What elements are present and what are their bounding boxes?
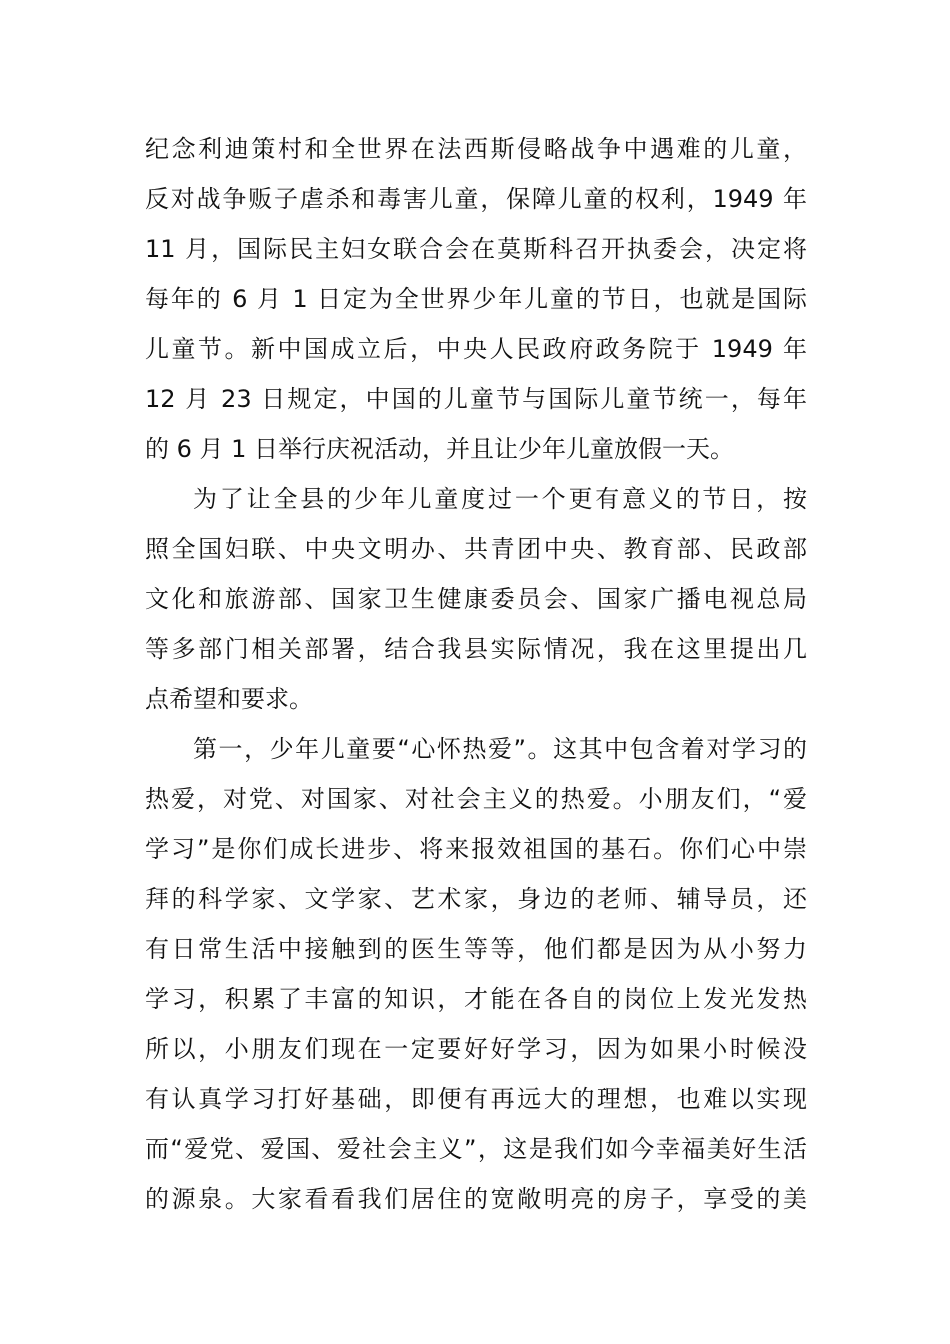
body-text — [145, 124, 807, 1224]
text-line: 学习，积累了丰富的知识，才能在各自的岗位上发光发热 — [145, 985, 807, 1013]
text-line: 11 月，国际民主妇女联合会在莫斯科召开执委会，决定将 — [145, 235, 807, 263]
text-line: 点希望和要求。 — [145, 685, 313, 713]
text-line: 等多部门相关部署，结合我县实际情况，我在这里提出几 — [145, 635, 807, 663]
text-line: 学习”是你们成长进步、将来报效祖国的基石。你们心中崇 — [145, 835, 807, 863]
text-line: 有日常生活中接触到的医生等等，他们都是因为从小努力 — [145, 935, 807, 963]
text-line: 为了让全县的少年儿童度过一个更有意义的节日，按 — [193, 485, 807, 513]
paragraph-3 — [145, 724, 807, 1224]
paragraph-1 — [145, 124, 807, 474]
text-line: 照全国妇联、中央文明办、共青团中央、教育部、民政部 — [145, 535, 807, 563]
text-line: 的源泉。大家看看我们居住的宽敞明亮的房子，享受的美 — [145, 1185, 807, 1213]
text-line: 文化和旅游部、国家卫生健康委员会、国家广播电视总局 — [145, 585, 807, 613]
text-line: 有认真学习打好基础，即便有再远大的理想，也难以实现 — [145, 1085, 807, 1113]
text-line: 而“爱党、爱国、爱社会主义”，这是我们如今幸福美好生活 — [145, 1135, 807, 1163]
text-line: 儿童节。新中国成立后，中央人民政府政务院于 1949 年 — [145, 335, 807, 363]
text-line: 反对战争贩子虐杀和毒害儿童，保障儿童的权利，1949 年 — [145, 185, 807, 213]
text-line: 纪念利迪策村和全世界在法西斯侵略战争中遇难的儿童， — [145, 135, 807, 163]
text-line: 12 月 23 日规定，中国的儿童节与国际儿童节统一，每年 — [145, 385, 807, 413]
text-line: 拜的科学家、文学家、艺术家，身边的老师、辅导员，还 — [145, 885, 807, 913]
text-line: 的 6 月 1 日举行庆祝活动，并且让少年儿童放假一天。 — [145, 435, 735, 463]
text-line: 第一，少年儿童要“心怀热爱”。这其中包含着对学习的 — [193, 735, 807, 763]
text-line: 热爱，对党、对国家、对社会主义的热爱。小朋友们，“爱 — [145, 785, 807, 813]
text-line: 所以，小朋友们现在一定要好好学习，因为如果小时候没 — [145, 1035, 807, 1063]
text-line: 每年的 6 月 1 日定为全世界少年儿童的节日，也就是国际 — [145, 285, 807, 313]
paragraph-2 — [145, 474, 807, 724]
